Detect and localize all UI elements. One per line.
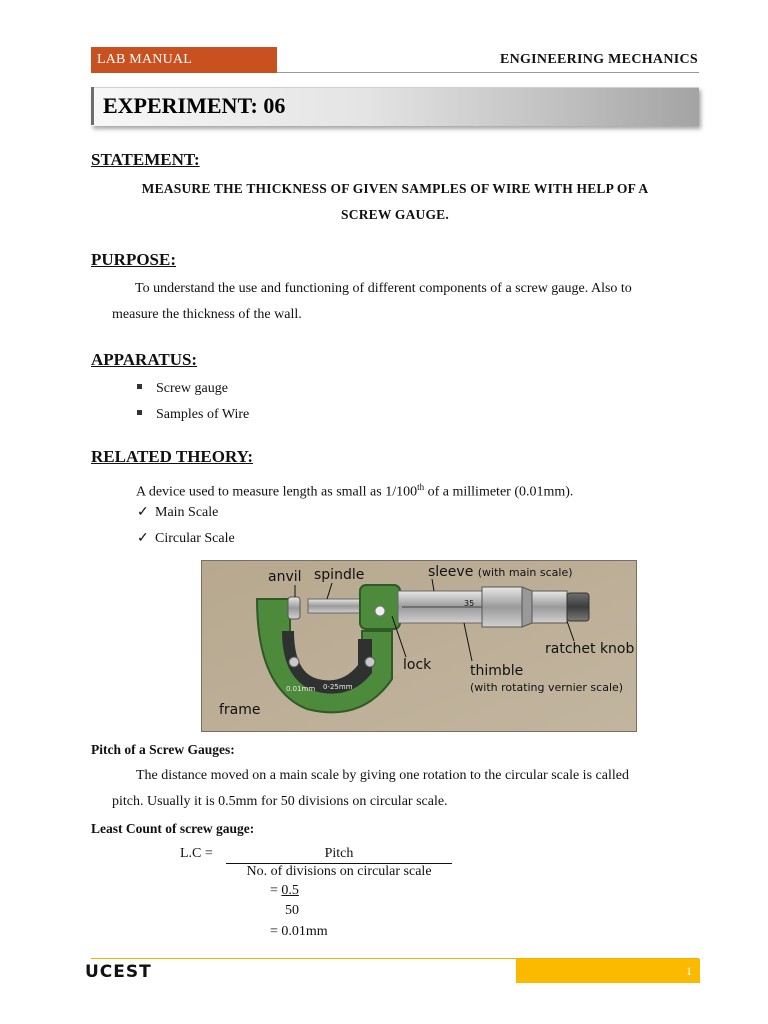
lc-lhs: L.C = (180, 846, 213, 861)
label-sleeve (428, 564, 573, 580)
label-sleeve-text: sleeve (428, 564, 474, 580)
banner-edge (91, 87, 94, 125)
apparatus-item-label: Samples of Wire (156, 407, 250, 422)
least-count-heading: Least Count of screw gauge: (91, 821, 255, 836)
label-ratchet-knob: ratchet knob (545, 641, 635, 657)
lc-result: = 0.01mm (270, 924, 328, 939)
square-bullet-icon (137, 384, 142, 389)
label-spindle: spindle (314, 567, 365, 583)
page-title: EXPERIMENT: 06 (103, 93, 286, 118)
pitch-line-2: pitch. Usually it is 0.5mm for 50 divisions on circular scale. (112, 794, 448, 809)
lc-step-denominator: 50 (285, 903, 299, 918)
square-bullet-icon (137, 410, 142, 415)
label-thimble-note: (with rotating vernier scale) (470, 681, 624, 694)
theory-heading: RELATED THEORY: (91, 447, 254, 466)
label-anvil: anvil (268, 569, 302, 585)
theory-intro-tail: of a millimeter (0.01mm). (424, 484, 574, 500)
checklist-label: Circular Scale (155, 531, 235, 546)
frame-marking: 0.01mm (286, 685, 316, 693)
statement-heading: STATEMENT: (91, 150, 200, 169)
purpose-heading: PURPOSE: (91, 250, 176, 269)
lc-step (270, 883, 299, 899)
statement-line-2: SCREW GAUGE. (341, 207, 449, 222)
checklist-item (137, 500, 218, 526)
checkmark-icon: ✓ (137, 531, 149, 546)
label-sleeve-note: (with main scale) (477, 566, 573, 579)
apparatus-heading: APPARATUS: (91, 350, 198, 369)
theory-intro-text: A device used to measure length as small as 1/100 (136, 484, 418, 500)
scale-marking: 35 (464, 599, 475, 608)
header-right-label: ENGINEERING MECHANICS (499, 52, 698, 67)
purpose-line-2: measure the thickness of the wall. (112, 307, 302, 322)
footer-logo: UCEST (85, 962, 152, 982)
apparatus-item (137, 376, 228, 402)
checklist-item (137, 526, 235, 552)
checkmark-icon: ✓ (137, 505, 149, 520)
purpose-line-1: To understand the use and functioning of different components of a screw gauge. Also to (135, 281, 632, 296)
pitch-line-1: The distance moved on a main scale by giving one rotation to the circular scale is called (136, 768, 629, 783)
page-number: 1 (516, 959, 700, 983)
lc-numerator: Pitch (226, 846, 452, 864)
lc-step-equals: = (270, 883, 278, 898)
label-lock: lock (403, 657, 432, 673)
apparatus-item-label: Screw gauge (156, 381, 228, 396)
apparatus-item (137, 402, 249, 428)
label-frame: frame (219, 702, 261, 718)
header-rule (277, 72, 699, 73)
lc-step-numerator: 0.5 (281, 883, 299, 898)
micrometer-figure (201, 560, 637, 732)
lc-denominator: No. of divisions on circular scale (246, 864, 432, 879)
checklist-label: Main Scale (155, 505, 219, 520)
pitch-heading: Pitch of a Screw Gauges: (91, 742, 235, 757)
statement-line-1: MEASURE THE THICKNESS OF GIVEN SAMPLES OF WIRE WITH HELP OF A (141, 181, 649, 196)
range-marking: 0-25mm (323, 683, 353, 691)
superscript-th: th (417, 482, 425, 492)
header-left-label: LAB MANUAL (91, 47, 277, 73)
label-thimble: thimble (470, 663, 524, 679)
